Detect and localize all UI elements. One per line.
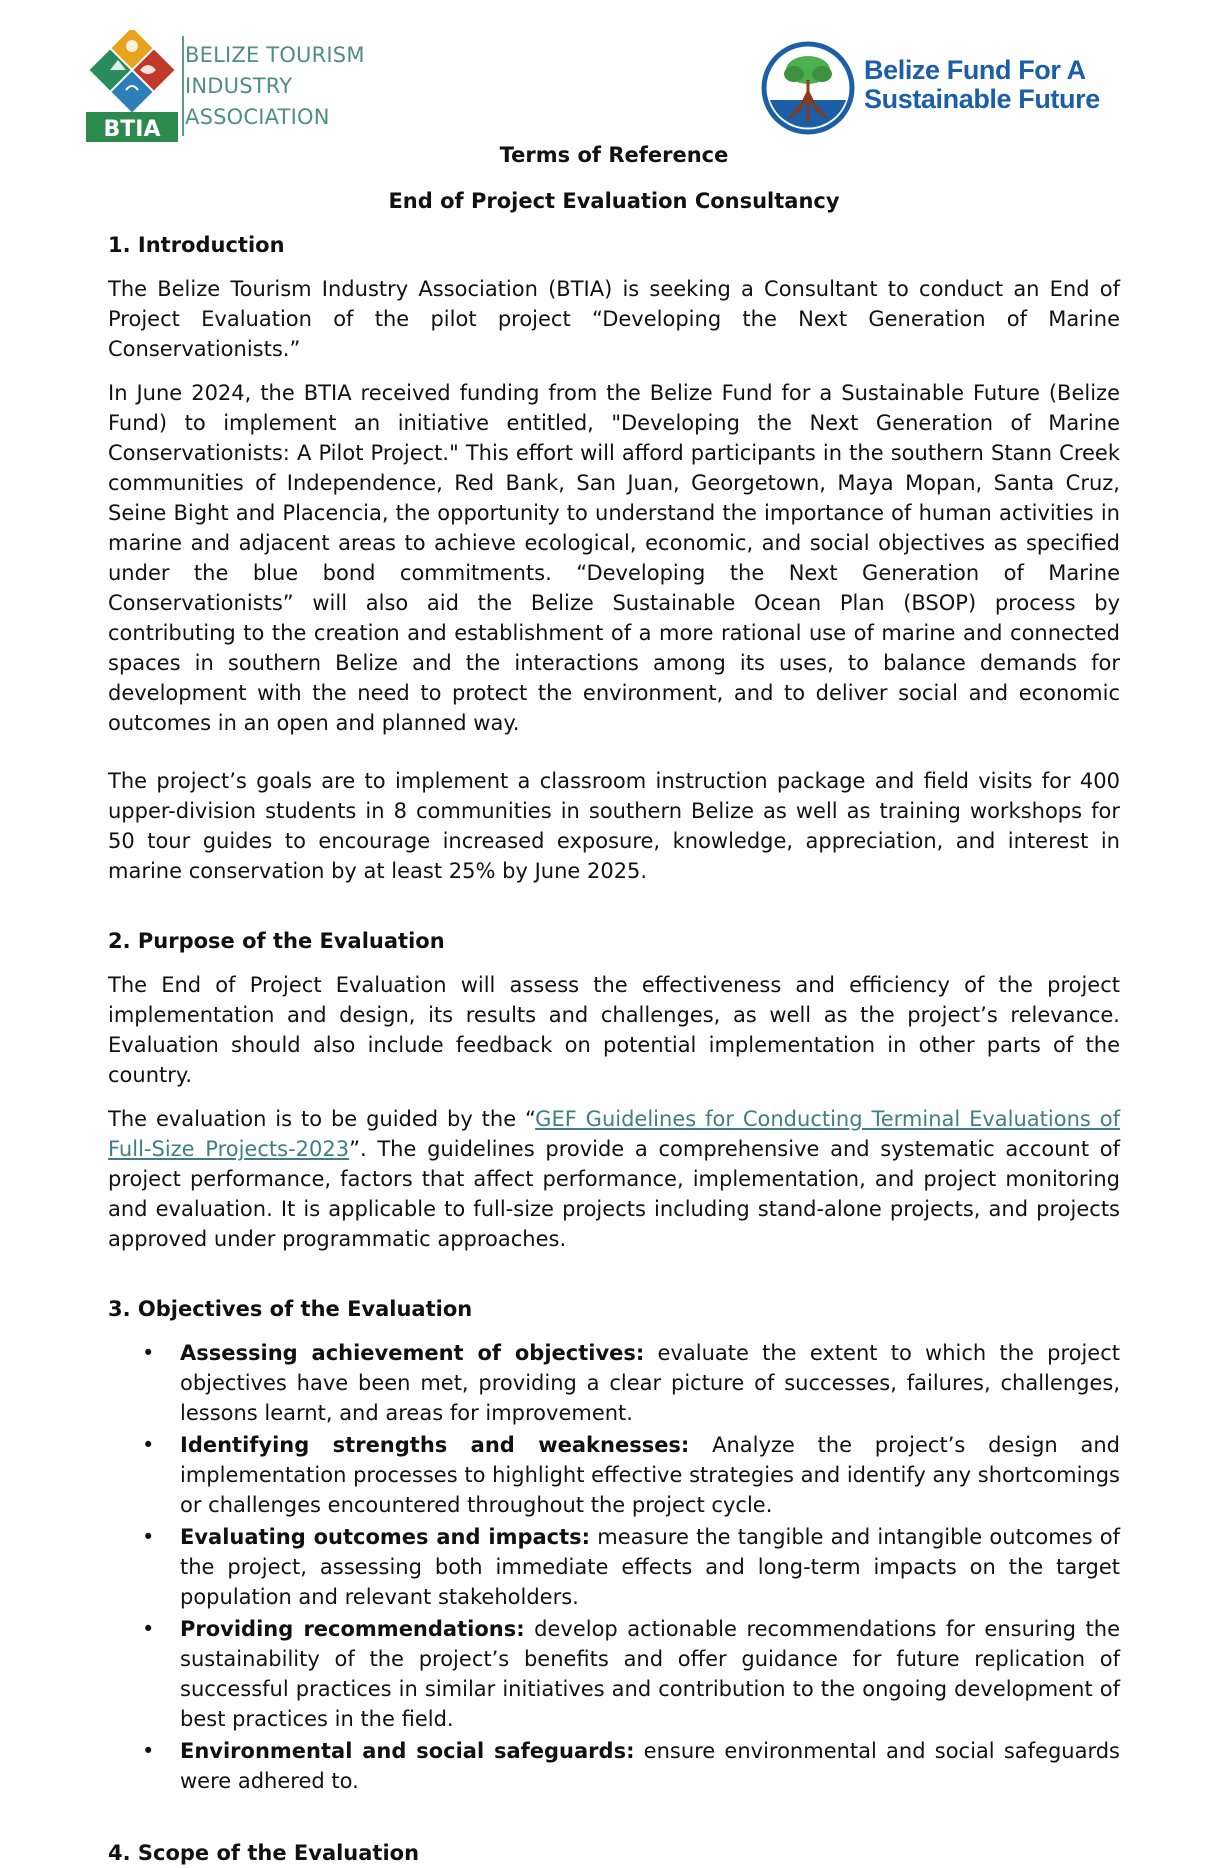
list-item: • Assessing achievement of objectives: evaluate the extent to which the project objectives have been met, providing a clear picture of successes, failures, challenges, lessons learnt, and areas for improvement. [180, 1338, 1120, 1428]
section-1-heading: 1. Introduction [108, 233, 285, 257]
bullet-icon: • [142, 1525, 155, 1549]
bullet-icon: • [142, 1617, 155, 1641]
belize-fund-name [864, 56, 1100, 114]
list-item: • Environmental and social safeguards: ensure environmental and social safeguards were adhered to. [180, 1736, 1120, 1796]
btia-emblem-icon [86, 30, 178, 142]
section-4-heading: 4. Scope of the Evaluation [108, 1841, 420, 1865]
bullet-icon: • [142, 1433, 155, 1457]
list-item: • Identifying strengths and weaknesses: Analyze the project’s design and implementation processes to highlight effective strategies and identify any shortcomings or challenges encountered throughout the project cycle. [180, 1430, 1120, 1520]
btia-divider [182, 36, 184, 136]
bullet-icon: • [142, 1341, 155, 1365]
section-2-paragraph-2 [108, 1104, 1120, 1254]
btia-name-line-1: BELIZE TOURISM [185, 43, 365, 67]
section-2-heading: 2. Purpose of the Evaluation [108, 929, 445, 953]
document-subtitle: End of Project Evaluation Consultancy [388, 189, 840, 213]
belize-fund-name-line-2: Sustainable Future [864, 84, 1100, 114]
section-2-paragraph-2-after: ”. The guidelines provide a comprehensive and systematic account of project performance, factors that affect performance, implementation, and project monitoring and evaluation. It is applicable to full-size projects including stand-alone projects, and projects approved under programmatic approaches. [108, 1137, 1120, 1251]
btia-name [185, 40, 395, 133]
btia-name-line-2: INDUSTRY [185, 74, 293, 98]
section-3-heading: 3. Objectives of the Evaluation [108, 1297, 473, 1321]
section-2-paragraph-2-before: The evaluation is to be guided by the “ [108, 1107, 536, 1131]
belize-fund-name-line-1: Belize Fund For A [864, 55, 1086, 85]
belize-fund-logo [760, 40, 1130, 140]
list-item: • Providing recommendations: develop actionable recommendations for ensuring the sustainability of the project’s benefits and offer guidance for future replication of successful practices in similar initiatives and contribution to the ongoing development of best practices in the field. [180, 1614, 1120, 1734]
bullet-icon: • [142, 1739, 155, 1763]
btia-logo-text: BTIA [103, 117, 161, 142]
document-title: Terms of Reference [499, 143, 729, 167]
section-2-paragraph-1: The End of Project Evaluation will assess the effectiveness and efficiency of the project implementation and design, its results and challenges, as well as the project’s relevance. Evaluation should also include feedback on potential implementation in other parts of the country. [108, 973, 1120, 1087]
objectives-list [108, 1338, 1120, 1796]
mangrove-tree-icon [760, 40, 856, 136]
section-1-paragraph-1: The Belize Tourism Industry Association (BTIA) is seeking a Consultant to conduct an End of Project Evaluation of the pilot project “Developing the Next Generation of Marine Conservationists.” [108, 277, 1120, 361]
btia-logo [86, 30, 386, 142]
section-1-paragraph-2: In June 2024, the BTIA received funding from the Belize Fund for a Sustainable Future (Belize Fund) to implement an initiative entitled, "Developing the Next Generation of Marine Conservationists: A Pilot Project." This effort will afford participants in the southern Stann Creek communities of Independence, Red Bank, San Juan, Georgetown, Maya Mopan, Santa Cruz, Seine Bight and Placencia, the opportunity to understand the importance of human activities in marine and adjacent areas to achieve ecological, economic, and social objectives as specified under the blue bond commitments. “Developing the Next Generation of Marine Conservationists” will also aid the Belize Sustainable Ocean Plan (BSOP) process by contributing to the creation and establishment of a more rational use of marine and connected spaces in southern Belize and the interactions among its uses, to balance demands for development with the need to protect the environment, and to deliver social and economic outcomes in an open and planned way. [108, 381, 1120, 735]
gef-guidelines-link[interactable]: GEF Guidelines for Conducting Terminal Evaluations of Full-Size Projects-2023 [108, 1107, 1120, 1161]
section-1-paragraph-3: The project’s goals are to implement a classroom instruction package and field visits for 400 upper-division students in 8 communities in southern Belize as well as training workshops for 50 tour guides to encourage increased exposure, knowledge, appreciation, and interest in marine conservation by at least 25% by June 2025. [108, 769, 1120, 883]
btia-name-line-3: ASSOCIATION [185, 105, 330, 129]
document-body [108, 140, 1120, 1868]
list-item: • Evaluating outcomes and impacts: measure the tangible and intangible outcomes of the project, assessing both immediate effects and long-term impacts on the target population and relevant stakeholders. [180, 1522, 1120, 1612]
